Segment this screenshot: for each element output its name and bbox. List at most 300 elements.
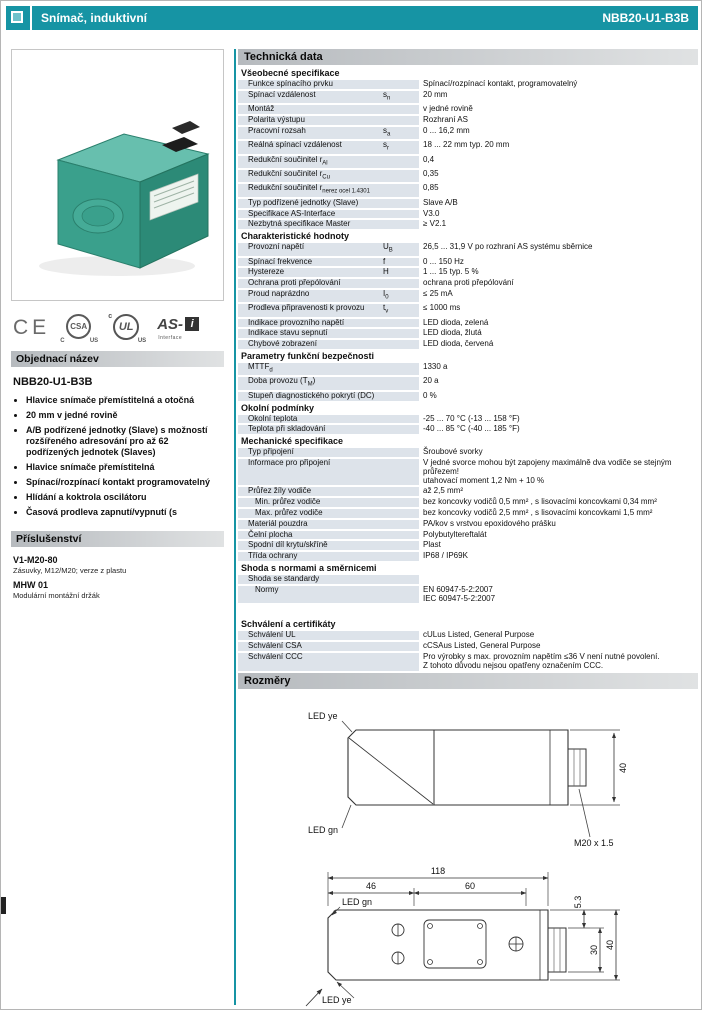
tech-row [238,498,698,507]
tech-value-line: ≥ V2.1 [423,219,447,229]
technical-data-header: Technická data [238,49,698,65]
tech-value-line: 1330 a [423,362,448,372]
tech-row-value [419,91,698,103]
tech-row-value [419,156,698,168]
tech-row-label: Min. průřez vodiče [255,497,321,507]
dimension-drawing-side [278,705,698,860]
tech-row-key [238,170,419,182]
tech-value-line: V jedné svorce mohou být zapojeny maximálně dva vodiče se stejným průřezem! [423,458,672,476]
tech-row-value [419,425,698,434]
tech-row-key [238,258,419,267]
tech-row-value [419,279,698,288]
tech-row-label: Prodleva připravenosti k provozu [248,303,365,313]
top-led-gn-label: LED gn [342,896,373,907]
tech-value-line: 0 % [423,390,437,400]
tech-row [238,319,698,328]
cul-mark-us: US [137,337,147,344]
tech-row [238,80,698,89]
tech-row-value [419,243,698,255]
page-title: Snímač, induktivní [41,11,148,25]
tech-row-value [419,116,698,125]
tech-row-key [238,116,419,125]
tech-row-label: Provozní napětí [248,242,305,252]
tech-row-symbol [383,105,419,114]
tech-row-label: Čelní plocha [248,529,293,539]
tech-row-key [238,448,419,457]
tech-row [238,91,698,103]
tech-row-label: Shoda se standardy [248,574,320,584]
tech-row [238,377,698,389]
tech-row-key [238,642,419,651]
tech-table [238,68,698,671]
accessory-desc: Zásuvky, M12/M20; verze z plastu [13,566,127,575]
tech-row-value [419,184,698,196]
tech-row-label: Průřez žíly vodiče [248,486,312,496]
tech-row-key [238,220,419,229]
tech-row-symbol [383,319,419,328]
tech-row-label: Informace pro připojení [248,458,331,468]
product-photo [12,50,223,300]
top-width-total-dim: 118 [430,865,446,876]
tech-row [238,210,698,219]
tech-row-value [419,541,698,550]
tech-row-label: Stupeň diagnostického pokrytí (DC) [248,390,375,400]
tech-row [238,170,698,182]
tech-row [238,642,698,651]
tech-row-symbol [383,448,419,457]
tech-row-label: Schválení UL [248,630,296,640]
tech-row-key [238,127,419,139]
tech-value-line: utahovací moment 1,2 Nm + 10 % [423,475,545,485]
tech-row-symbol: f [383,256,386,266]
side-led-gn-label: LED gn [308,824,339,835]
tech-value-line: cCSAus Listed, General Purpose [423,641,541,651]
as-interface-logo-sub: Interface [158,335,183,341]
tech-row-key [238,304,419,316]
tech-row-key [238,575,419,584]
tech-row-key [238,541,419,550]
cul-mark-icon [108,313,145,344]
tech-row-label: $MTTF_d$ [248,362,273,374]
tech-row-label: Třída ochrany [248,551,298,561]
tech-row-symbol: $s_a$ [383,125,391,138]
tech-row [238,392,698,401]
tech-row-label: Reálná spínací vzdálenost [248,140,342,150]
tech-row-symbol [383,415,419,424]
tech-row [238,448,698,457]
tech-value-line: Rozhraní AS [423,114,468,124]
tech-row-key [238,520,419,529]
tech-row-symbol: $t_v$ [383,303,389,315]
tech-row [238,363,698,375]
top-offset-dim: 5.3 [573,895,583,908]
tech-value-line: LED dioda, žlutá [423,328,482,338]
tech-row-value [419,377,698,389]
tech-value-line: ≤ 1000 ms [423,303,461,313]
tech-row-label: Indikace provozního napětí [248,317,345,327]
top-width-left-dim: 46 [365,880,377,891]
feature-item: • A/B podřízené jednotky (Slave) s možností rozšířeného adresování pro až 62 podřízených jednotek (Slaves) [26,425,224,458]
tech-row-value [419,363,698,375]
accessory-desc: Modulární montážní držák [13,591,100,600]
tech-value-line: LED dioda, červená [423,339,494,349]
tech-row-key [238,552,419,561]
tech-value-line: Šroubové svorky [423,447,483,457]
tech-value-line: Pro výrobky s max. provozním napětím ≤36 V není nutné povolení. [423,652,660,661]
tech-row-label: Hystereze [248,267,285,277]
tech-row-label: Materiál pouzdra [248,518,308,528]
tech-row-key [238,377,419,389]
tech-row-key [238,105,419,114]
tech-section-header: Všeobecné specifikace [241,68,340,78]
tech-row-label: Indikace stavu sepnutí [248,328,328,338]
tech-row-key [238,653,419,671]
csa-mark-c: C [60,337,65,344]
tech-value-line: ochrana proti přepólování [423,278,514,288]
tech-row-key [238,487,419,496]
tech-row [238,279,698,288]
tech-value-line: IEC 60947-5-2:2007 [423,593,496,603]
tech-row-key [238,340,419,349]
tech-row [238,304,698,316]
side-view-drawing [278,705,638,855]
tech-section-header: Schválení a certifikáty [241,619,336,630]
tech-row-value [419,329,698,338]
tech-row [238,105,698,114]
tech-value-line: 0,4 [423,154,435,164]
tech-row-label: Redukční součinitel $r_{Cu}$ [248,168,330,181]
tech-row-value [419,531,698,540]
as-interface-logo-icon [157,314,207,342]
tech-row-label: Schválení CCC [248,652,303,661]
tech-row-label: Funkce spínacího prvku [248,79,333,88]
brand-logo-inner [11,11,23,23]
as-interface-logo-box: i [185,317,199,331]
top-led-ye-label: LED ye [322,994,352,1005]
tech-row-value [419,199,698,208]
tech-row [238,425,698,434]
tech-row-symbol: $I_0$ [383,288,389,301]
tech-row-label: Doba provozu $(T_M)$ [248,376,316,389]
cul-mark-text: UL [113,314,139,340]
tech-row-value [419,631,698,640]
tech-row-value [419,220,698,229]
tech-row-value [419,520,698,529]
tech-row-symbol: $U_B$ [383,242,393,254]
tech-row [238,127,698,139]
tech-value-line: EN 60947-5-2:2007 [423,584,493,594]
tech-row [238,541,698,550]
tech-row-key [238,509,419,518]
tech-row-key [238,415,419,424]
cul-mark-c: c [108,312,113,320]
tech-row-symbol [383,531,419,540]
tech-value-line: cULus Listed, General Purpose [423,630,535,640]
tech-row [238,268,698,277]
tech-row-value [419,575,698,584]
tech-value-line: 18 ... 22 mm typ. 20 mm [423,140,510,150]
order-code: NBB20-U1-B3B [13,376,93,388]
tech-row-key [238,268,419,277]
accessory-code: MHW 01 [13,580,49,590]
brand-logo-icon [6,6,30,30]
tech-row-key [238,199,419,208]
csa-mark-us: US [89,337,99,344]
side-height-dim: 40 [618,762,628,773]
tech-row-symbol [383,509,419,518]
tech-row [238,220,698,229]
tech-row-label: Proud naprázdno [248,288,310,298]
feature-item: • 20 mm v jedné rovině [26,410,224,421]
tech-value-line: 0 ... 150 Hz [423,256,464,266]
tech-value-line: 1 ... 15 typ. 5 % [423,267,479,277]
tech-row-key [238,290,419,302]
tech-row [238,631,698,640]
tech-value-line: bez koncovky vodičů 0,5 mm² , s lisovacími koncovkami 0,34 mm² [423,497,657,507]
tech-row-label: Schválení CSA [248,641,302,651]
tech-row-symbol: H [383,267,389,277]
tech-row [238,258,698,267]
tech-row-symbol [383,156,419,168]
tech-column [238,49,698,1010]
tech-row [238,653,698,671]
tech-row-key [238,141,419,153]
tech-section-header: Parametry funkční bezpečnosti [241,351,375,362]
tech-row-label: Max. průřez vodiče [255,508,323,518]
tech-row-value [419,552,698,561]
tech-value-line: ≤ 25 mA [423,288,453,298]
tech-row-key [238,80,419,89]
tech-value-line: -40 ... 85 °C (-40 ... 185 °F) [423,424,520,434]
tech-row [238,184,698,196]
tech-row-symbol: $s_n$ [383,89,391,102]
tech-row-label: Spínací frekvence [248,256,313,266]
header-part-number: NBB20-U1-B3B [602,11,689,25]
tech-row-key [238,498,419,507]
tech-row-value [419,448,698,457]
tech-row-key [238,363,419,375]
csa-mark-icon [60,313,99,344]
tech-row [238,586,698,604]
tech-row [238,243,698,255]
tech-row-value [419,415,698,424]
tech-value-line: 0 ... 16,2 mm [423,125,470,135]
tech-row [238,156,698,168]
tech-row-key [238,243,419,255]
tech-section-header: Charakteristické hodnoty [241,231,350,242]
top-view-drawing [298,862,658,1010]
tech-row [238,487,698,496]
tech-row-symbol [383,586,419,604]
tech-row-value [419,498,698,507]
tech-row-label: Chybové zobrazení [248,339,317,349]
tech-row-label: Okolní teplota [248,413,298,423]
tech-row-symbol [383,487,419,496]
accessory-list [13,555,224,601]
tech-row-key [238,392,419,401]
tech-row-symbol [383,392,419,401]
tech-value-line: 26,5 ... 31,9 V po rozhraní AS systému sběrnice [423,242,593,252]
tech-value-line: Slave A/B [423,197,458,207]
dimension-drawing-top [298,862,698,1010]
tech-row-value [419,653,698,671]
tech-row-label: Redukční součinitel $r_{Al}$ [248,154,328,167]
tech-row-value [419,586,698,604]
feature-item: • Hlavice snímače přemístitelná [26,462,224,473]
tech-row-label: Redukční součinitel $r_{nerez ocel 1.4301}$ [248,183,370,195]
tech-row-symbol [383,116,419,125]
feature-item: • Časová prodleva zapnutí/vypnutí (s [26,507,224,518]
tech-row [238,531,698,540]
feature-list [13,395,224,518]
tech-row-symbol [383,642,419,651]
tech-row-key [238,631,419,640]
tech-row-value [419,319,698,328]
tech-value-line: LED dioda, zelená [423,317,489,327]
tech-row-label: Specifikace AS-Interface [248,208,336,218]
tech-row [238,415,698,424]
dimensions-header: Rozměry [238,673,698,689]
tech-row-symbol [383,279,419,288]
tech-row-label: Polarita výstupu [248,114,305,124]
tech-row-symbol [383,80,419,89]
accessory-code: V1-M20-80 [13,555,58,565]
tech-row-value [419,509,698,518]
tech-row-value [419,170,698,182]
tech-row-label: Spodní díl krytu/skříně [248,540,328,550]
tech-row-value [419,304,698,316]
tech-row-key [238,459,419,485]
tech-row-symbol [383,210,419,219]
tech-row [238,141,698,153]
tech-value-line: bez koncovky vodičů 2,5 mm² , s lisovacími koncovkami 1,5 mm² [423,508,653,518]
tech-row-value [419,210,698,219]
tech-row-symbol [383,377,419,389]
tech-row-value [419,392,698,401]
tech-row [238,552,698,561]
tech-value-line: 20 mm [423,89,448,99]
tech-row-key [238,184,419,196]
order-designation-header: Objednací název [11,351,224,367]
tech-row-value [419,290,698,302]
tech-row-label: Montáž [248,104,275,114]
tech-row-value [419,642,698,651]
ce-mark-icon: CE [13,316,51,339]
tech-row-key [238,91,419,103]
tech-row-key [238,319,419,328]
tech-row-symbol [383,425,419,434]
tech-row-symbol [383,541,419,550]
tech-row-label: Teplota při skladování [248,424,326,434]
tech-row-key [238,210,419,219]
tech-value-line: 0,85 [423,183,439,193]
tech-value-line: IP68 / IP69K [423,551,468,561]
tech-row-symbol [383,498,419,507]
tech-row-symbol [383,575,419,584]
tech-row-label: Pracovní rozsah [248,125,306,135]
tech-row-symbol [383,363,419,375]
tech-value-line: -25 ... 70 °C (-13 ... 158 °F) [423,413,520,423]
tech-row-label: Typ připojení [248,447,294,457]
tech-row-key [238,279,419,288]
top-height-dim: 40 [605,939,615,950]
tech-row [238,290,698,302]
tech-row-value [419,258,698,267]
top-width-right-dim: 60 [464,880,476,891]
tech-row-symbol [383,170,419,182]
tech-value-line: 20 a [423,376,439,386]
tech-row-value [419,141,698,153]
side-thread-label: M20 x 1.5 [574,837,614,848]
tech-row-symbol [383,631,419,640]
tech-row-value [419,487,698,496]
tech-row-label: Typ podřízené jednotky (Slave) [248,197,359,207]
tech-row-value [419,268,698,277]
header-bar [32,6,698,30]
tech-row-label: Normy [255,584,279,594]
tech-row-label: Nezbytná specifikace Master [248,219,351,229]
edge-mark [1,897,6,914]
tech-row-symbol [383,199,419,208]
certification-marks [13,311,224,345]
tech-value-line: 0,35 [423,168,439,178]
tech-row-key [238,425,419,434]
tech-row-symbol [383,653,419,671]
tech-row [238,459,698,485]
tech-section-header: Okolní podmínky [241,402,315,413]
tech-row [238,520,698,529]
tech-section-header: Mechanické specifikace [241,436,344,447]
tech-row-symbol [383,220,419,229]
tech-row-label: Ochrana proti přepólování [248,278,341,288]
tech-section-header: Shoda s normami a směrnicemi [241,563,377,574]
tech-row-symbol [383,459,419,485]
csa-mark-text: CSA [66,314,91,339]
tech-value-line: Z tohoto důvodu nejsou opatřeny označením CCC. [423,660,604,670]
tech-row-symbol [383,520,419,529]
tech-value-line: PA/kov s vrstvou epoxidového prášku [423,518,556,528]
top-inner-height-dim: 30 [589,944,599,955]
tech-value-line: Spínací/rozpínací kontakt, programovatelný [423,79,578,88]
tech-row-value [419,340,698,349]
left-column [11,49,224,605]
tech-row-symbol [383,552,419,561]
tech-row-value [419,459,698,485]
side-led-ye-label: LED ye [308,710,338,721]
accent-rule [234,49,236,1005]
tech-row-symbol [383,329,419,338]
tech-row-symbol [383,184,419,196]
tech-row-label: Spínací vzdálenost [248,89,316,99]
feature-item: • Hlídání a koktrola oscilátoru [26,492,224,503]
tech-value-line: Polybutyltereftalát [423,529,487,539]
tech-row-key [238,156,419,168]
tech-row-key [238,586,419,604]
tech-row-value [419,80,698,89]
as-interface-logo-text: AS- [157,316,184,333]
feature-item: • Spínací/rozpínací kontakt programovatelný [26,477,224,488]
tech-value-line: V3.0 [423,208,440,218]
tech-row-symbol [383,340,419,349]
tech-value-line: v jedné rovině [423,104,473,114]
feature-item: • Hlavice snímače přemístitelná a otočná [26,395,224,406]
tech-value-line: až 2,5 mm² [423,486,464,496]
tech-row-key [238,329,419,338]
tech-row [238,340,698,349]
tech-row [238,199,698,208]
accessories-header: Příslušenství [11,531,224,547]
tech-row-key [238,531,419,540]
